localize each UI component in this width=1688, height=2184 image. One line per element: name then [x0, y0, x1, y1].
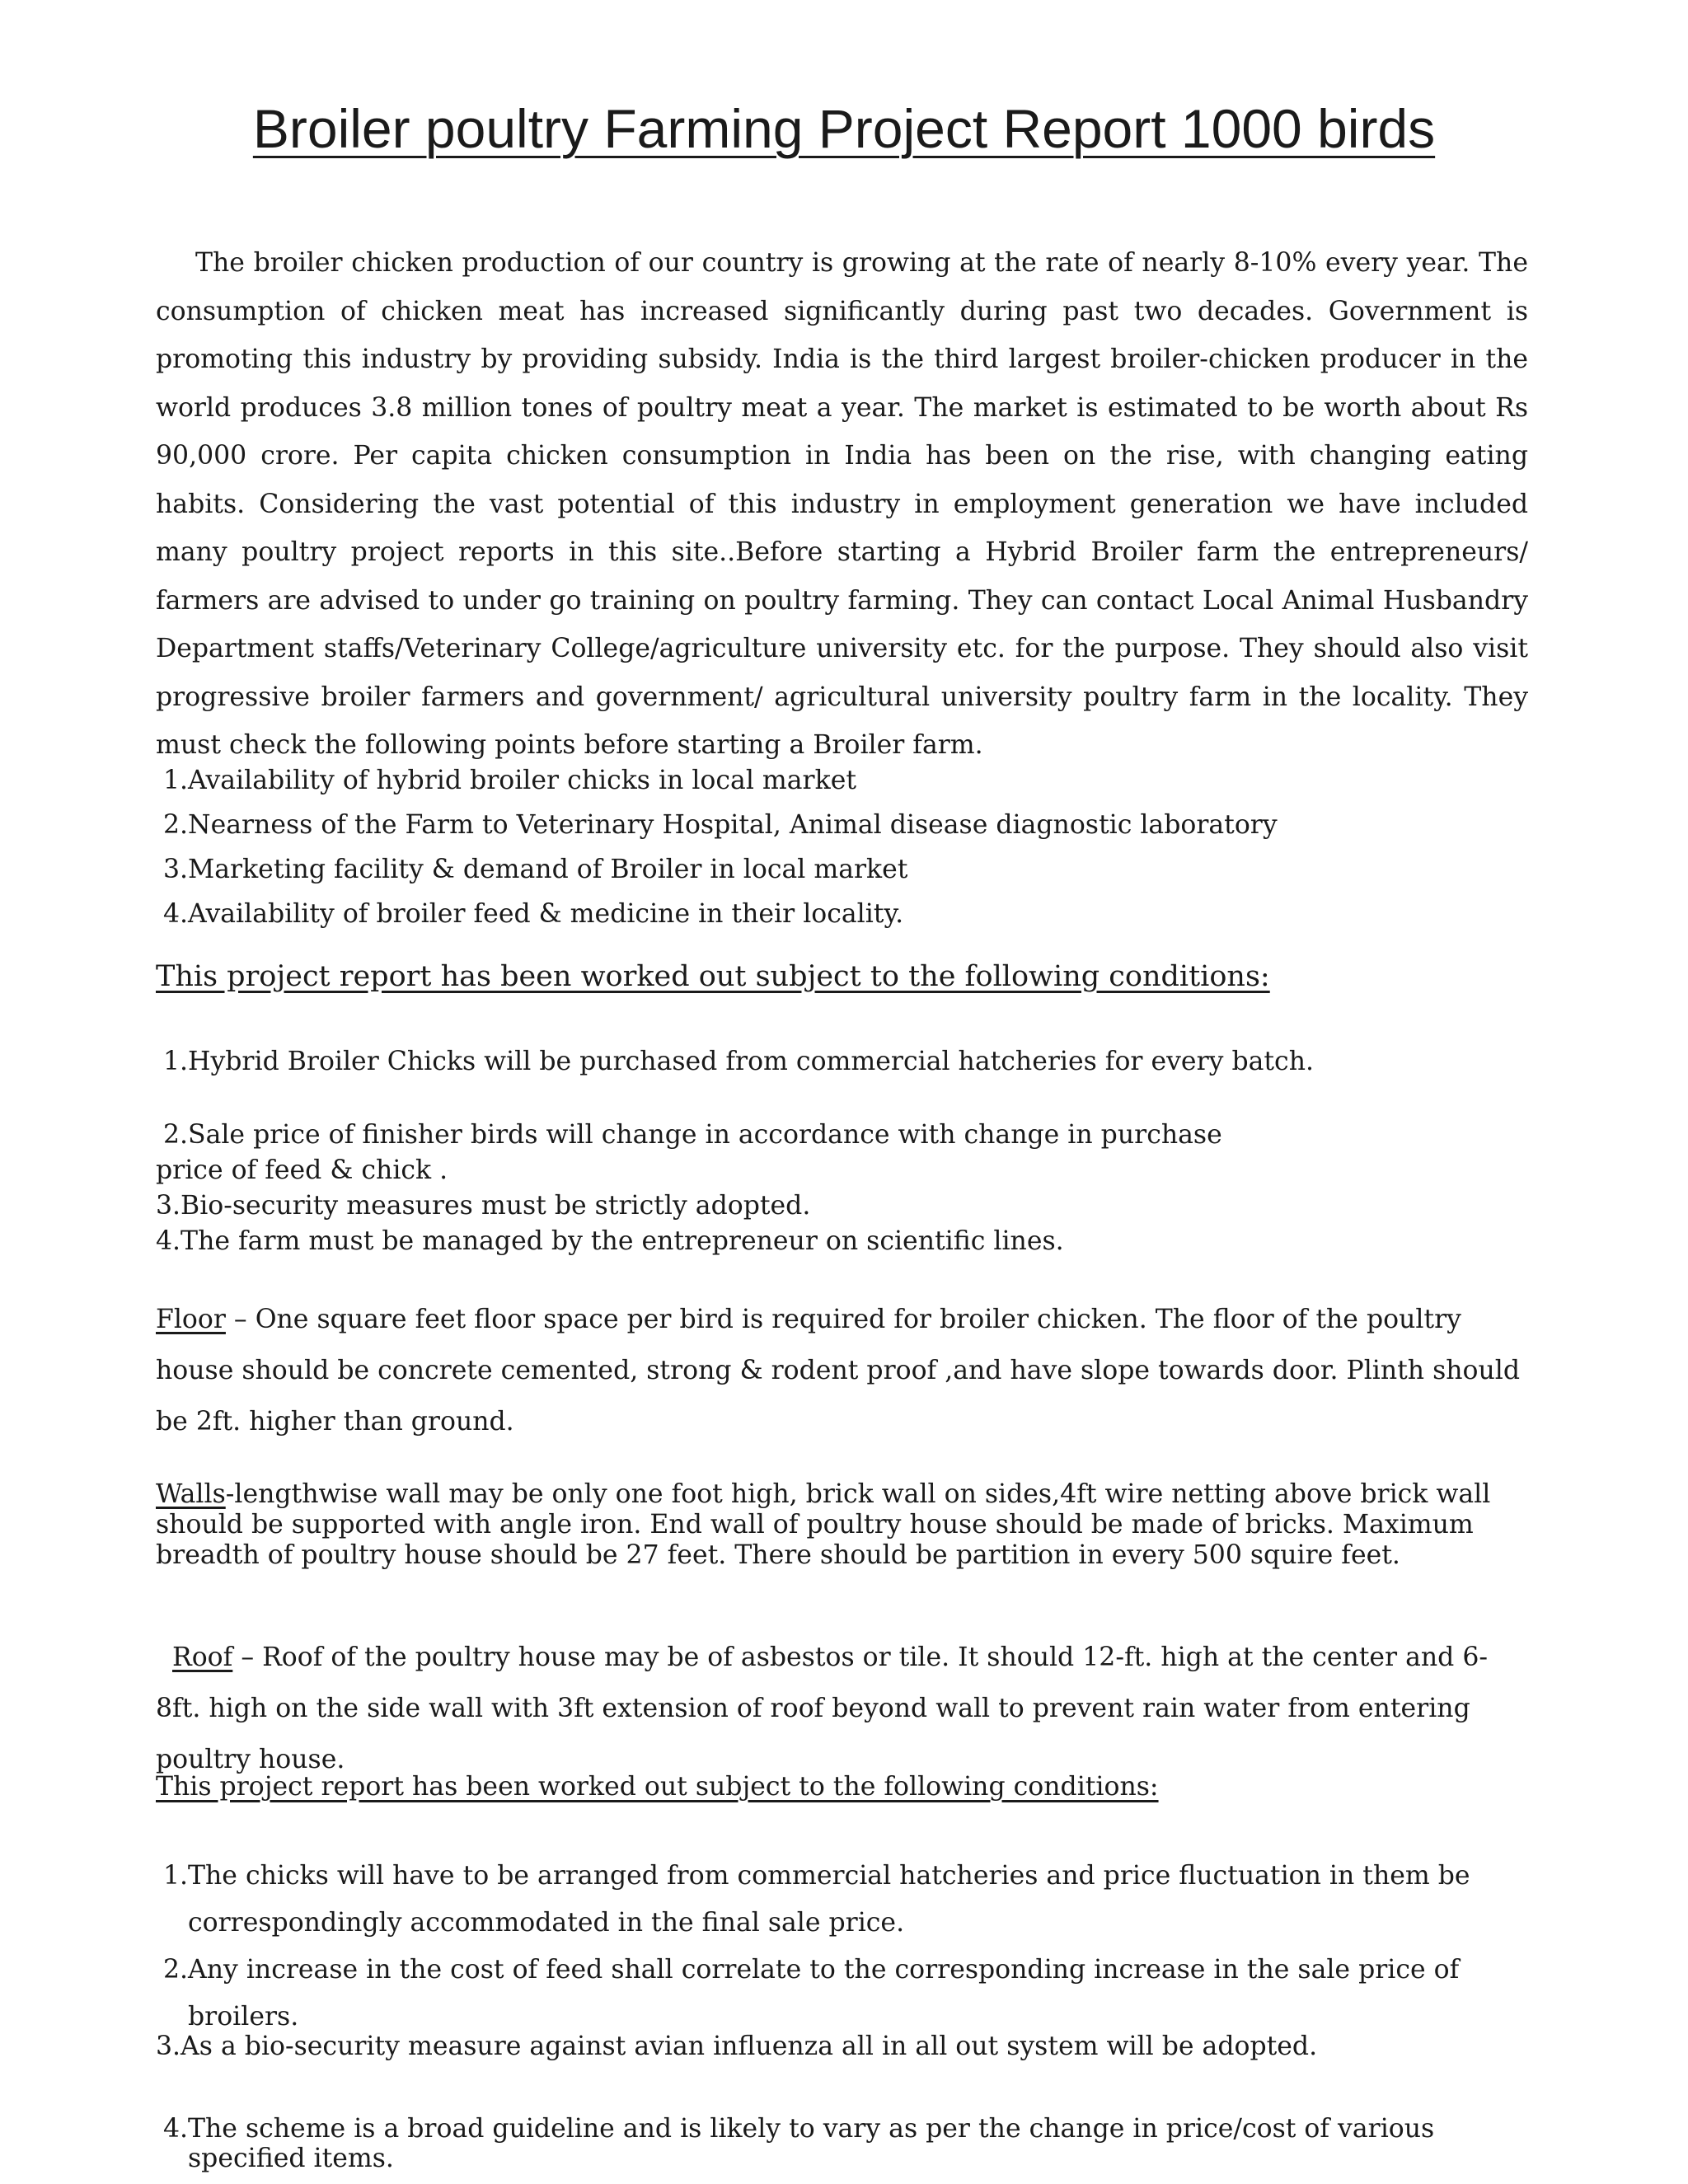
list-number: 4. [162, 2114, 188, 2144]
list-item-text: The chicks will have to be arranged from commercial hatcheries and price fluctuation in them be correspondingly accommodated in the final sale price. [188, 1861, 1470, 1938]
condition-item: 3.As a bio-security measure against avian influenza all in all out system will be adopted. [156, 2032, 1318, 2061]
roof-paragraph [156, 1632, 1528, 1785]
condition-item: 3.Bio-security measures must be strictly adopted. [156, 1191, 811, 1221]
list-item-text: Nearness of the Farm to Veterinary Hospital, Animal disease diagnostic laboratory [188, 810, 1278, 840]
list-item [156, 847, 1528, 892]
condition-text: Hybrid Broiler Chicks will be purchased from commercial hatcheries for every batch. [188, 1047, 1314, 1076]
intro-paragraph: The broiler chicken production of our country is growing at the rate of nearly 8-10% every year. The consumption of chicken meat has increased significantly during past two decades. Government is promoting this industry by providing subsidy. India is the third largest broiler-chicken producer in the world produces 3.8 million tones of poultry meat a year. The market is estimated to be worth about Rs 90,000 crore. Per capita chicken consumption in India has been on the rise, with changing eating habits. Considering the vast potential of this industry in employment generation we have included many poultry project reports in this site..Before starting a Hybrid Broiler farm the entrepreneurs/ farmers are advised to under go training on poultry farming. They can contact Local Animal Husbandry Department staffs/Veterinary College/agriculture university etc. for the purpose. They should also visit progressive broiler farmers and government/ agricultural university poultry farm in the locality. They must check the following points before starting a Broiler farm. [156, 248, 1528, 760]
list-number: 1. [162, 1047, 188, 1076]
list-number: 3. [162, 855, 188, 884]
condition-text: The scheme is a broad guideline and is likely to vary as per the change in price/cost of various specified items. [188, 2114, 1435, 2173]
list-item [156, 892, 1528, 936]
checkpoint-list [156, 758, 1528, 936]
condition-item [156, 2114, 1528, 2173]
floor-label: Floor [156, 1305, 226, 1334]
list-item [156, 1947, 1528, 2041]
list-number: 2. [162, 1120, 188, 1150]
list-item [156, 1853, 1528, 1947]
list-number: 2. [162, 1955, 188, 1985]
floor-paragraph [156, 1294, 1528, 1447]
conditions-heading: This project report has been worked out subject to the following conditions: [156, 1772, 1159, 1802]
walls-text: -lengthwise wall may be only one foot high, brick wall on sides,4ft wire netting above brick wall should be supported with angle iron. End wall of poultry house should be made of bricks. Maximum breadth of poultry house should be 27 feet. There should be partition in every 500 squire feet. [156, 1479, 1491, 1570]
roof-label: Roof [172, 1643, 233, 1672]
list-item [156, 803, 1528, 847]
condition-block [156, 1118, 1528, 1259]
conditions-list [156, 1853, 1528, 2041]
condition-text: Sale price of finisher birds will change in accordance with change in purchase [188, 1120, 1222, 1150]
list-number: 2. [162, 810, 188, 840]
page-title: Broiler poultry Farming Project Report 1000 birds [252, 98, 1436, 159]
condition-item: 4.The farm must be managed by the entrepreneur on scientific lines. [156, 1226, 1064, 1256]
condition-item [156, 1047, 1528, 1076]
roof-text: – Roof of the poultry house may be of asbestos or tile. It should 12-ft. high at the center and 6-8ft. high on the side wall with 3ft extension of roof beyond wall to prevent rain water from entering poultry house. [156, 1643, 1489, 1774]
list-item [156, 758, 1528, 803]
walls-label: Walls [156, 1479, 226, 1509]
conditions-heading: This project report has been worked out subject to the following conditions: [156, 960, 1270, 993]
list-item-text: Availability of broiler feed & medicine in their locality. [188, 899, 904, 929]
condition-text-continued: price of feed & chick . [156, 1155, 448, 1185]
list-number: 4. [162, 899, 188, 929]
floor-text: – One square feet floor space per bird is required for broiler chicken. The floor of the poultry house should be concrete cemented, strong & rodent proof ,and have slope towards door. Plinth should be 2ft. higher than ground. [156, 1305, 1521, 1436]
list-item-text: Availability of hybrid broiler chicks in local market [188, 766, 857, 795]
condition-item [156, 1118, 1528, 1153]
list-item-text: Any increase in the cost of feed shall correlate to the corresponding increase in the sale price of broilers. [188, 1955, 1460, 2032]
walls-paragraph [156, 1479, 1528, 1571]
list-item-text: Marketing facility & demand of Broiler in local market [188, 855, 908, 884]
list-number: 1. [162, 766, 188, 795]
list-number: 1. [162, 1861, 188, 1891]
